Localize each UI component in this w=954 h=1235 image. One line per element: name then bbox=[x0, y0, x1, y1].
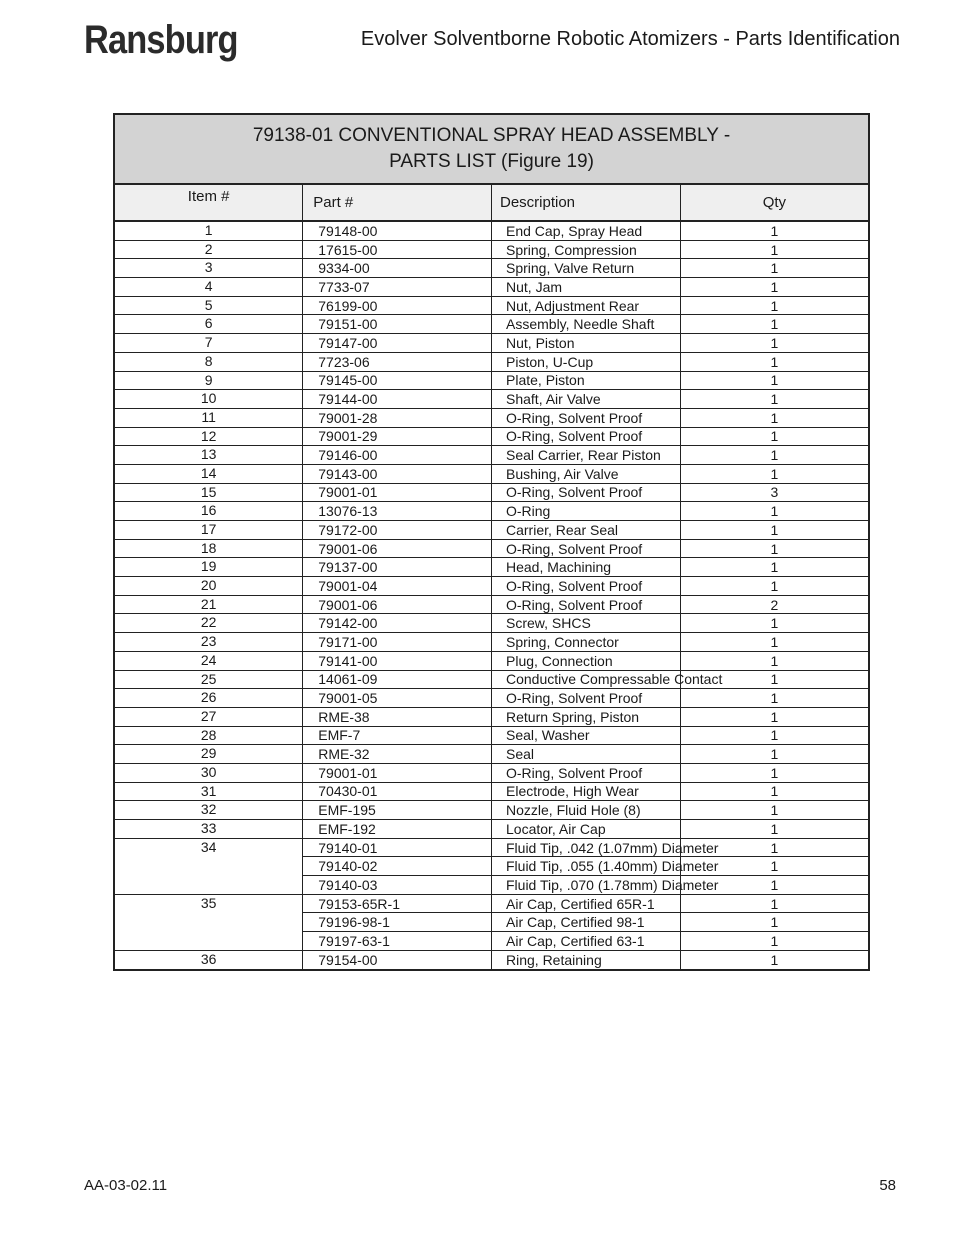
quantity-cell: 1 bbox=[680, 820, 869, 839]
item-number-cell: 29 bbox=[114, 745, 303, 764]
quantity-cell: 1 bbox=[680, 408, 869, 427]
description-cell: O-Ring, Solvent Proof bbox=[492, 408, 681, 427]
description-cell: Plate, Piston bbox=[492, 371, 681, 390]
table-row bbox=[114, 278, 869, 297]
quantity-cell: 1 bbox=[680, 950, 869, 969]
quantity-cell: 1 bbox=[680, 334, 869, 353]
quantity-cell: 1 bbox=[680, 633, 869, 652]
quantity-cell: 1 bbox=[680, 913, 869, 932]
description-cell: O-Ring bbox=[492, 502, 681, 521]
description-cell: O-Ring, Solvent Proof bbox=[492, 539, 681, 558]
item-number-cell: 1 bbox=[114, 221, 303, 240]
description-cell: O-Ring, Solvent Proof bbox=[492, 689, 681, 708]
description-cell: Plug, Connection bbox=[492, 651, 681, 670]
part-number-cell: 13076-13 bbox=[303, 502, 492, 521]
quantity-cell: 1 bbox=[680, 782, 869, 801]
part-number-cell: 79001-01 bbox=[303, 763, 492, 782]
description-cell: Spring, Valve Return bbox=[492, 259, 681, 278]
quantity-cell: 1 bbox=[680, 296, 869, 315]
quantity-cell: 1 bbox=[680, 521, 869, 540]
description-cell: Nut, Jam bbox=[492, 278, 681, 297]
part-number-cell: 79147-00 bbox=[303, 334, 492, 353]
table-row bbox=[114, 595, 869, 614]
part-number-cell: 79143-00 bbox=[303, 464, 492, 483]
part-number-cell: 79154-00 bbox=[303, 950, 492, 969]
item-number-cell: 32 bbox=[114, 801, 303, 820]
item-number-cell: 11 bbox=[114, 408, 303, 427]
table-row bbox=[114, 614, 869, 633]
item-number-cell: 13 bbox=[114, 446, 303, 465]
item-number-cell: 24 bbox=[114, 651, 303, 670]
item-number-cell: 19 bbox=[114, 558, 303, 577]
table-row bbox=[114, 801, 869, 820]
description-cell: Assembly, Needle Shaft bbox=[492, 315, 681, 334]
table-row bbox=[114, 577, 869, 596]
table-row bbox=[114, 464, 869, 483]
quantity-cell: 1 bbox=[680, 371, 869, 390]
item-number-cell: 21 bbox=[114, 595, 303, 614]
table-row bbox=[114, 838, 869, 857]
item-number-cell: 16 bbox=[114, 502, 303, 521]
part-number-cell: 7733-07 bbox=[303, 278, 492, 297]
quantity-cell: 1 bbox=[680, 427, 869, 446]
item-number-cell: 22 bbox=[114, 614, 303, 633]
description-cell: Conductive Compressable Contact bbox=[492, 670, 681, 689]
item-number-cell: 36 bbox=[114, 950, 303, 969]
item-number-cell: 8 bbox=[114, 352, 303, 371]
part-number-cell: RME-32 bbox=[303, 745, 492, 764]
part-number-cell: RME-38 bbox=[303, 707, 492, 726]
description-cell: Ring, Retaining bbox=[492, 950, 681, 969]
item-number-cell: 31 bbox=[114, 782, 303, 801]
table-row bbox=[114, 689, 869, 708]
part-number-cell: 7723-06 bbox=[303, 352, 492, 371]
part-number-cell: 79153-65R-1 bbox=[303, 894, 492, 913]
description-cell: Head, Machining bbox=[492, 558, 681, 577]
part-number-cell: 79001-04 bbox=[303, 577, 492, 596]
quantity-cell: 1 bbox=[680, 390, 869, 409]
table-row bbox=[114, 651, 869, 670]
table-row bbox=[114, 707, 869, 726]
column-header-description: Description bbox=[492, 184, 681, 221]
part-number-cell: 79141-00 bbox=[303, 651, 492, 670]
part-number-cell: 79001-28 bbox=[303, 408, 492, 427]
item-number-cell: 33 bbox=[114, 820, 303, 839]
table-row bbox=[114, 334, 869, 353]
description-cell: Nut, Adjustment Rear bbox=[492, 296, 681, 315]
description-cell: Air Cap, Certified 98-1 bbox=[492, 913, 681, 932]
item-number-cell: 2 bbox=[114, 240, 303, 259]
table-row bbox=[114, 745, 869, 764]
description-cell: O-Ring, Solvent Proof bbox=[492, 483, 681, 502]
item-number-cell: 9 bbox=[114, 371, 303, 390]
description-cell: Nut, Piston bbox=[492, 334, 681, 353]
description-cell: O-Ring, Solvent Proof bbox=[492, 427, 681, 446]
quantity-cell: 1 bbox=[680, 539, 869, 558]
description-cell: Bushing, Air Valve bbox=[492, 464, 681, 483]
table-row bbox=[114, 296, 869, 315]
item-number-cell: 25 bbox=[114, 670, 303, 689]
table-row bbox=[114, 446, 869, 465]
description-cell: O-Ring, Solvent Proof bbox=[492, 577, 681, 596]
item-number-cell: 4 bbox=[114, 278, 303, 297]
column-header-part: Part # bbox=[303, 184, 492, 221]
item-number-cell: 6 bbox=[114, 315, 303, 334]
part-number-cell: 79001-01 bbox=[303, 483, 492, 502]
table-row bbox=[114, 950, 869, 969]
part-number-cell: 79001-06 bbox=[303, 595, 492, 614]
item-number-cell: 26 bbox=[114, 689, 303, 708]
item-number-cell: 5 bbox=[114, 296, 303, 315]
part-number-cell: 79001-29 bbox=[303, 427, 492, 446]
quantity-cell: 1 bbox=[680, 240, 869, 259]
part-number-cell: 79140-02 bbox=[303, 857, 492, 876]
part-number-cell: 9334-00 bbox=[303, 259, 492, 278]
item-number-cell: 12 bbox=[114, 427, 303, 446]
quantity-cell: 1 bbox=[680, 689, 869, 708]
item-number-cell: 7 bbox=[114, 334, 303, 353]
part-number-cell: 79140-01 bbox=[303, 838, 492, 857]
quantity-cell: 2 bbox=[680, 595, 869, 614]
part-number-cell: 79197-63-1 bbox=[303, 932, 492, 951]
part-number-cell: 79172-00 bbox=[303, 521, 492, 540]
quantity-cell: 1 bbox=[680, 707, 869, 726]
description-cell: Seal Carrier, Rear Piston bbox=[492, 446, 681, 465]
table-row bbox=[114, 352, 869, 371]
table-row bbox=[114, 502, 869, 521]
footer-doc-number: AA-03-02.11 bbox=[84, 1177, 168, 1194]
description-cell: Piston, U-Cup bbox=[492, 352, 681, 371]
description-cell: Air Cap, Certified 65R-1 bbox=[492, 894, 681, 913]
quantity-cell: 1 bbox=[680, 464, 869, 483]
part-number-cell: 79151-00 bbox=[303, 315, 492, 334]
part-number-cell: 79001-05 bbox=[303, 689, 492, 708]
parts-list-table bbox=[113, 113, 870, 971]
quantity-cell: 1 bbox=[680, 838, 869, 857]
table-title-line-1: 79138-01 CONVENTIONAL SPRAY HEAD ASSEMBLY - bbox=[252, 125, 731, 146]
table-row bbox=[114, 315, 869, 334]
footer-page-number: 58 bbox=[879, 1177, 896, 1194]
description-cell: O-Ring, Solvent Proof bbox=[492, 595, 681, 614]
table-row bbox=[114, 521, 869, 540]
item-number-cell: 3 bbox=[114, 259, 303, 278]
column-header-qty: Qty bbox=[680, 184, 869, 221]
table-row bbox=[114, 820, 869, 839]
description-cell: O-Ring, Solvent Proof bbox=[492, 763, 681, 782]
quantity-cell: 1 bbox=[680, 221, 869, 240]
quantity-cell: 1 bbox=[680, 876, 869, 895]
part-number-cell: 79001-06 bbox=[303, 539, 492, 558]
part-number-cell: EMF-195 bbox=[303, 801, 492, 820]
table-row bbox=[114, 221, 869, 240]
item-number-cell: 14 bbox=[114, 464, 303, 483]
table-row bbox=[114, 390, 869, 409]
description-cell: End Cap, Spray Head bbox=[492, 221, 681, 240]
description-cell: Spring, Compression bbox=[492, 240, 681, 259]
item-number-cell: 20 bbox=[114, 577, 303, 596]
part-number-cell: 79148-00 bbox=[303, 221, 492, 240]
part-number-cell: 79196-98-1 bbox=[303, 913, 492, 932]
table-title bbox=[115, 115, 868, 175]
table-row bbox=[114, 427, 869, 446]
part-number-cell: 79137-00 bbox=[303, 558, 492, 577]
table-row bbox=[114, 670, 869, 689]
part-number-cell: 79144-00 bbox=[303, 390, 492, 409]
description-cell: Fluid Tip, .070 (1.78mm) Diameter bbox=[492, 876, 681, 895]
item-number-cell: 30 bbox=[114, 763, 303, 782]
quantity-cell: 1 bbox=[680, 726, 869, 745]
description-cell: Return Spring, Piston bbox=[492, 707, 681, 726]
description-cell: Seal bbox=[492, 745, 681, 764]
column-header-row bbox=[114, 184, 869, 221]
item-number-cell: 15 bbox=[114, 483, 303, 502]
table-row bbox=[114, 259, 869, 278]
item-number-cell: 35 bbox=[114, 894, 303, 950]
quantity-cell: 1 bbox=[680, 894, 869, 913]
quantity-cell: 1 bbox=[680, 558, 869, 577]
table-row bbox=[114, 408, 869, 427]
part-number-cell: 79146-00 bbox=[303, 446, 492, 465]
description-cell: Air Cap, Certified 63-1 bbox=[492, 932, 681, 951]
part-number-cell: EMF-7 bbox=[303, 726, 492, 745]
parts-table-body bbox=[114, 221, 869, 970]
table-title-line-2: PARTS LIST (Figure 19) bbox=[389, 151, 594, 172]
quantity-cell: 1 bbox=[680, 763, 869, 782]
quantity-cell: 1 bbox=[680, 446, 869, 465]
description-cell: Locator, Air Cap bbox=[492, 820, 681, 839]
description-cell: Fluid Tip, .055 (1.40mm) Diameter bbox=[492, 857, 681, 876]
item-number-cell: 18 bbox=[114, 539, 303, 558]
quantity-cell: 1 bbox=[680, 857, 869, 876]
quantity-cell: 1 bbox=[680, 614, 869, 633]
item-number-cell: 27 bbox=[114, 707, 303, 726]
part-number-cell: 79145-00 bbox=[303, 371, 492, 390]
quantity-cell: 1 bbox=[680, 352, 869, 371]
item-number-cell: 28 bbox=[114, 726, 303, 745]
table-row bbox=[114, 558, 869, 577]
description-cell: Carrier, Rear Seal bbox=[492, 521, 681, 540]
part-number-cell: 76199-00 bbox=[303, 296, 492, 315]
description-cell: Nozzle, Fluid Hole (8) bbox=[492, 801, 681, 820]
quantity-cell: 1 bbox=[680, 801, 869, 820]
quantity-cell: 1 bbox=[680, 745, 869, 764]
table-row bbox=[114, 371, 869, 390]
document-title: Evolver Solventborne Robotic Atomizers - Parts Identification bbox=[360, 28, 900, 50]
description-cell: Shaft, Air Valve bbox=[492, 390, 681, 409]
column-header-item: Item # bbox=[114, 184, 303, 221]
part-number-cell: 14061-09 bbox=[303, 670, 492, 689]
table-row bbox=[114, 633, 869, 652]
table-row bbox=[114, 894, 869, 913]
description-cell: Spring, Connector bbox=[492, 633, 681, 652]
quantity-cell: 1 bbox=[680, 670, 869, 689]
table-row bbox=[114, 763, 869, 782]
quantity-cell: 1 bbox=[680, 259, 869, 278]
quantity-cell: 1 bbox=[680, 278, 869, 297]
table-row bbox=[114, 539, 869, 558]
item-number-cell: 23 bbox=[114, 633, 303, 652]
table-row bbox=[114, 726, 869, 745]
description-cell: Electrode, High Wear bbox=[492, 782, 681, 801]
quantity-cell: 1 bbox=[680, 577, 869, 596]
ransburg-logo: Ransburg bbox=[84, 18, 238, 62]
item-number-cell: 17 bbox=[114, 521, 303, 540]
part-number-cell: 79171-00 bbox=[303, 633, 492, 652]
table-row bbox=[114, 782, 869, 801]
quantity-cell: 1 bbox=[680, 502, 869, 521]
quantity-cell: 1 bbox=[680, 315, 869, 334]
quantity-cell: 1 bbox=[680, 651, 869, 670]
table-title-cell bbox=[114, 114, 869, 184]
item-number-cell: 34 bbox=[114, 838, 303, 894]
part-number-cell: 70430-01 bbox=[303, 782, 492, 801]
part-number-cell: EMF-192 bbox=[303, 820, 492, 839]
item-number-cell: 10 bbox=[114, 390, 303, 409]
quantity-cell: 3 bbox=[680, 483, 869, 502]
table-row bbox=[114, 240, 869, 259]
description-cell: Fluid Tip, .042 (1.07mm) Diameter bbox=[492, 838, 681, 857]
table-row bbox=[114, 483, 869, 502]
description-cell: Seal, Washer bbox=[492, 726, 681, 745]
description-cell: Screw, SHCS bbox=[492, 614, 681, 633]
part-number-cell: 79140-03 bbox=[303, 876, 492, 895]
part-number-cell: 17615-00 bbox=[303, 240, 492, 259]
part-number-cell: 79142-00 bbox=[303, 614, 492, 633]
quantity-cell: 1 bbox=[680, 932, 869, 951]
